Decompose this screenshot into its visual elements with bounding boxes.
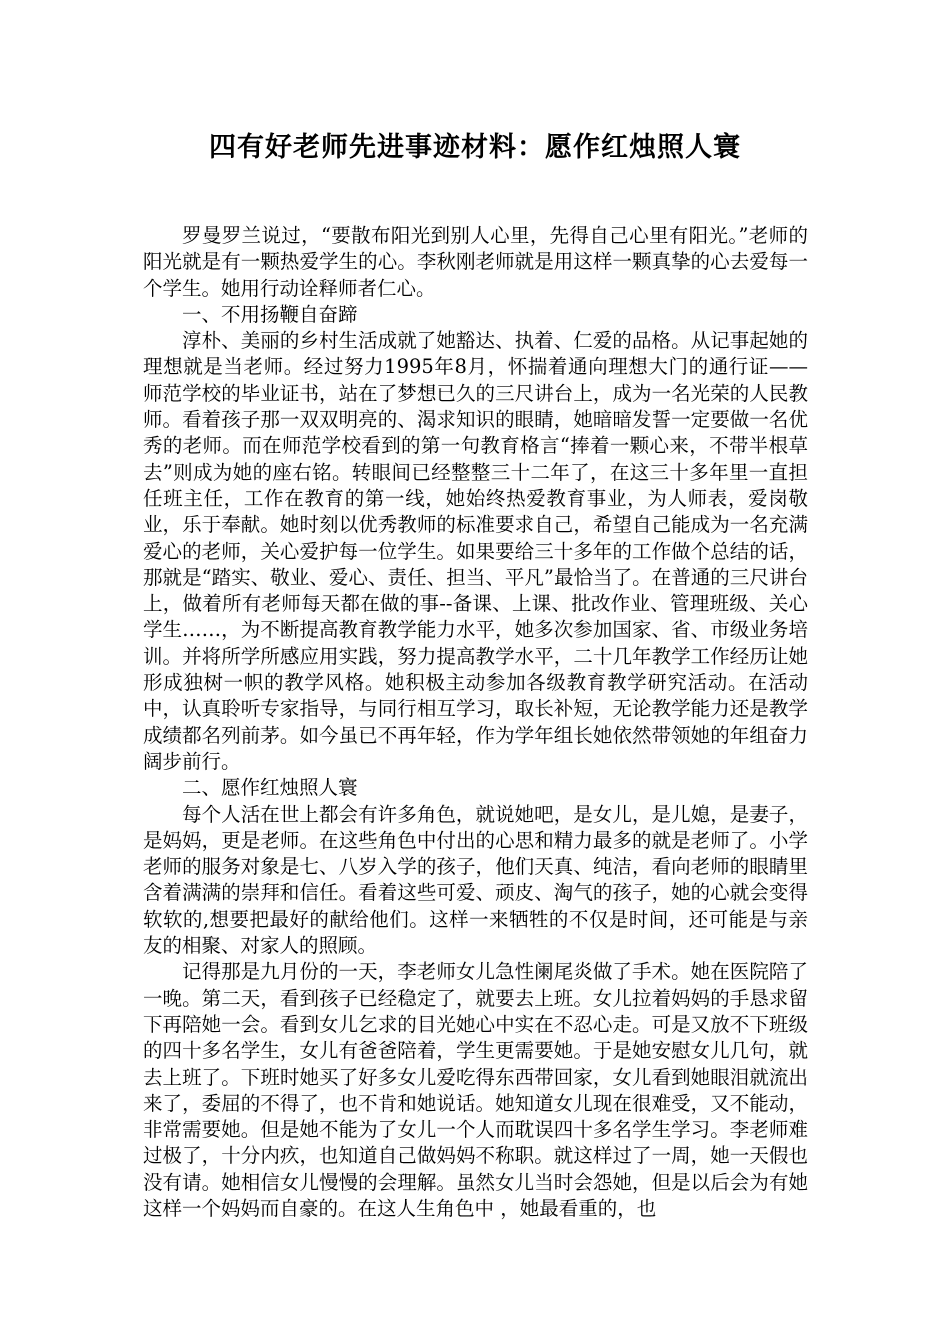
paragraph-intro: 罗曼罗兰说过，“要散布阳光到别人心里，先得自己心里有阳光。”老师的阳光就是有一颗热爱学生的心。李秋刚老师就是用这样一颗真挚的心去爱每一个学生。她用行动诠释师者仁心。	[143, 224, 808, 300]
document-body	[143, 223, 808, 1222]
paragraph-roles: 每个人活在世上都会有许多角色，就说她吧，是女儿，是儿媳，是妻子，是妈妈，更是老师。在这些角色中付出的心思和精力最多的就是老师了。小学老师的服务对象是七、八岁入学的孩子，他们天真、纯洁，看向老师的眼睛里含着满满的崇拜和信任。看着这些可爱、顽皮、淘气的孩子，她的心就会变得软软的,想要把最好的献给他们。这样一来牺牲的不仅是时间，还可能是与亲友的相聚、对家人的照顾。	[143, 802, 808, 958]
paragraph-story: 记得那是九月份的一天，李老师女儿急性阑尾炎做了手术。她在医院陪了一晚。第二天，看到孩子已经稳定了，就要去上班。女儿拉着妈妈的手恳求留下再陪她一会。看到女儿乞求的目光她心中实在不忍心走。可是又放不下班级的四十多名学生，女儿有爸爸陪着，学生更需要她。于是她安慰女儿几句，就去上班了。下班时她买了好多女儿爱吃得东西带回家，女儿看到她眼泪就流出来了，委屈的不得了，也不肯和她说话。她知道女儿现在很难受，又不能动，非常需要她。但是她不能为了女儿一个人而耽误四十多名学生学习。李老师难过极了，十分内疚，也知道自己做妈妈不称职。就这样过了一周，她一天假也没有请。她相信女儿慢慢的会理解。虽然女儿当时会怨她，但是以后会为有她这样一个妈妈而自豪的。在这人生角色中 ，她最看重的，也	[143, 960, 808, 1220]
section-heading-1: 一、不用扬鞭自奋蹄	[182, 302, 358, 326]
paragraph-section-1: 淳朴、美丽的乡村生活成就了她豁达、执着、仁爱的品格。从记事起她的理想就是当老师。经过努力1995年8月，怀揣着通向理想大门的通行证——师范学校的毕业证书，站在了梦想已久的三尺讲台上，成为一名光荣的人民教师。看着孩子那一双双明亮的、渴求知识的眼睛，她暗暗发誓一定要做一名优秀的老师。而在师范学校看到的第一句教育格言“捧着一颗心来，不带半根草去”则成为她的座右铭。转眼间已经整整三十二年了，在这三十多年里一直担任班主任，工作在教育的第一线，她始终热爱教育事业，为人师表，爱岗敬业，乐于奉献。她时刻以优秀教师的标准要求自己，希望自己能成为一名充满爱心的老师，关心爱护每一位学生。如果要给三十多年的工作做个总结的话，那就是“踏实、敬业、爱心、责任、担当、平凡”最恰当了。在普通的三尺讲台上，做着所有老师每天都在做的事--备课、上课、批改作业、管理班级、关心学生……，为不断提高教育教学能力水平，她多次参加国家、省、市级业务培训。并将所学所感应用实践，努力提高教学水平，二十几年教学工作经历让她形成独树一帜的教学风格。她积极主动参加各级教育教学研究活动。在活动中，认真聆听专家指导，与同行相互学习，取长补短，无论教学能力还是教学成绩都名列前茅。如今虽已不再年轻，作为学年组长她依然带领她的年组奋力阔步前行。	[143, 329, 808, 773]
document-title: 四有好老师先进事迹材料：愿作红烛照人寰	[209, 132, 741, 163]
section-heading-2: 二、愿作红烛照人寰	[182, 776, 358, 800]
